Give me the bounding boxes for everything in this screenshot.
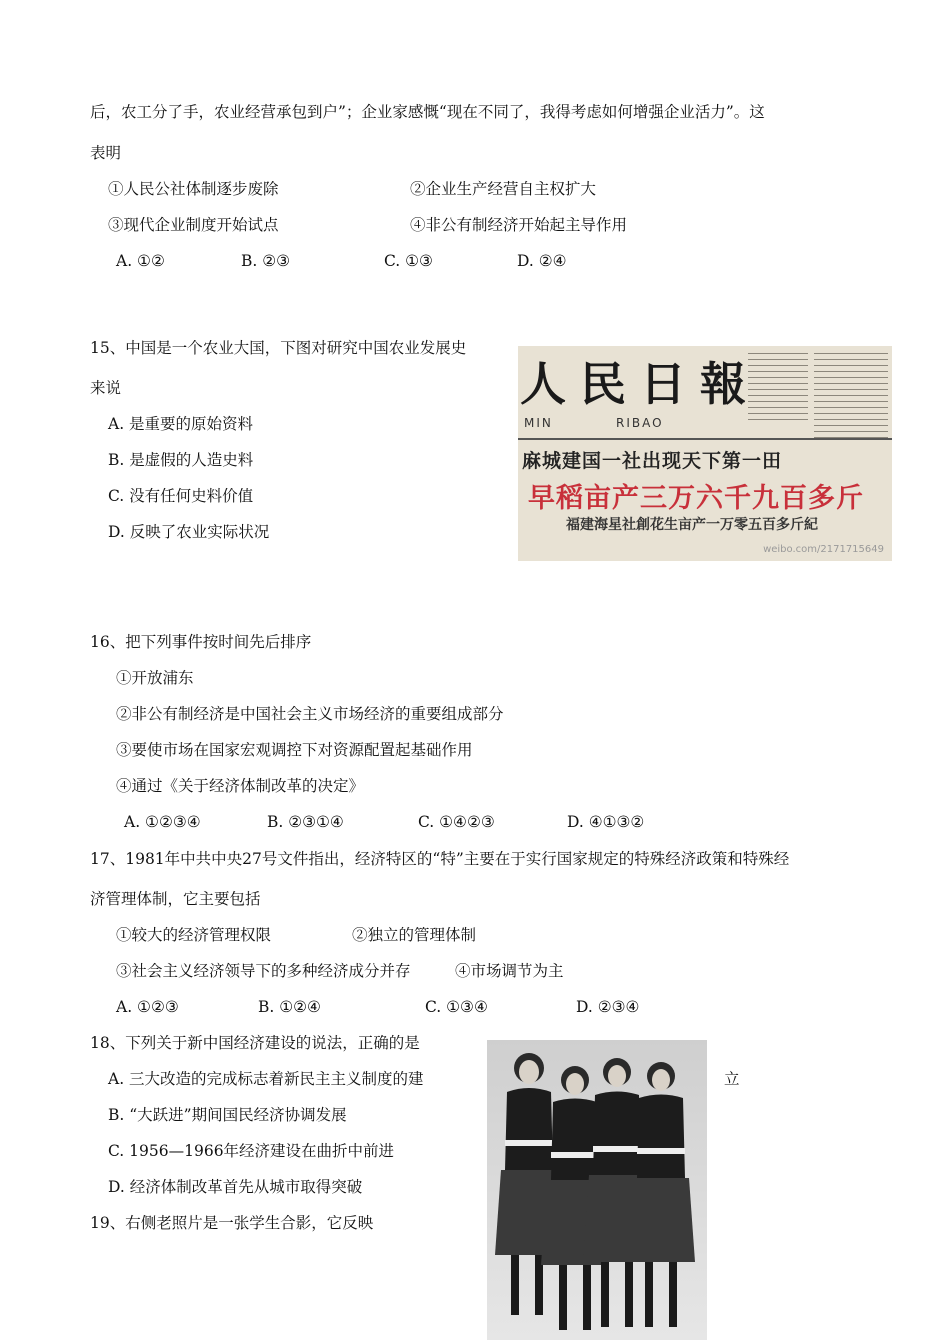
newspaper-romanized-2: RIBAO	[616, 416, 664, 430]
question-15-option-c: C. 没有任何史料价值	[108, 487, 254, 505]
question-18-option-a: A. 三大改造的完成标志着新民主主义制度的建	[108, 1070, 424, 1088]
question-16-option-b: B. ②③①④	[267, 813, 344, 831]
newspaper-masthead: 人民日報	[520, 357, 760, 411]
question-17-stem-line-1: 17、1981年中共中央27号文件指出，经济特区的“特”主要在于实行国家规定的特殊经济政策和特殊经	[90, 850, 790, 868]
question-14-option-a: A. ①②	[116, 252, 165, 270]
question-14-stem-line-2: 表明	[90, 144, 122, 162]
question-17-option-c: C. ①③④	[425, 998, 488, 1016]
newspaper-headline-2: 早稻亩产三万六千九百多斤	[528, 483, 864, 514]
question-16-option-a: A. ①②③④	[124, 813, 201, 831]
question-15-stem-line-2: 来说	[90, 379, 122, 397]
question-16-stem: 16、把下列事件按时间先后排序	[90, 633, 312, 651]
question-17-item-4: ④市场调节为主	[455, 962, 564, 980]
newspaper-clipping-image	[518, 346, 892, 561]
question-15-option-a: A. 是重要的原始资料	[108, 415, 254, 433]
question-17-item-3: ③社会主义经济领导下的多种经济成分并存	[116, 962, 411, 980]
question-18-option-c: C. 1956—1966年经济建设在曲折中前进	[108, 1142, 395, 1160]
question-14-option-c: C. ①③	[384, 252, 433, 270]
newspaper-headline-1: 麻城建国一社出现天下第一田	[522, 450, 783, 472]
question-17-stem-line-2: 济管理体制，它主要包括	[90, 890, 261, 908]
question-16-item-1: ①开放浦东	[116, 669, 194, 687]
question-14-item-1: ①人民公社体制逐步废除	[108, 180, 279, 198]
question-16-option-c: C. ①④②③	[418, 813, 495, 831]
question-17-option-b: B. ①②④	[258, 998, 321, 1016]
question-18-option-d: D. 经济体制改革首先从城市取得突破	[108, 1178, 363, 1196]
newspaper-headline-3: 福建海星社創花生亩产一万零五百多斤紀	[566, 517, 818, 533]
question-15-option-b: B. 是虚假的人造史料	[108, 451, 254, 469]
weibo-watermark: weibo.com/2171715649	[763, 544, 884, 555]
question-14-item-4: ④非公有制经济开始起主导作用	[410, 216, 628, 234]
question-15-option-d: D. 反映了农业实际状况	[108, 523, 270, 541]
question-16-option-d: D. ④①③②	[567, 813, 645, 831]
question-17-item-2: ②独立的管理体制	[352, 926, 477, 944]
question-14-option-b: B. ②③	[241, 252, 291, 270]
question-17-item-1: ①较大的经济管理权限	[116, 926, 272, 944]
question-14-option-d: D. ②④	[517, 252, 567, 270]
question-14-stem-line-1: 后，农工分了手，农业经营承包到户”；企业家感慨“现在不同了，我得考虑如何增强企业活力”。这	[90, 103, 765, 121]
question-15-stem-line-1: 15、中国是一个农业大国，下图对研究中国农业发展史	[90, 339, 467, 357]
question-18-option-b: B. “大跃进”期间国民经济协调发展	[108, 1106, 347, 1124]
question-16-item-2: ②非公有制经济是中国社会主义市场经济的重要组成部分	[116, 705, 504, 723]
question-16-item-4: ④通过《关于经济体制改革的决定》	[116, 777, 365, 795]
question-17-option-d: D. ②③④	[576, 998, 640, 1016]
question-18-option-a-tail: 立	[724, 1070, 740, 1088]
question-19-stem: 19、右侧老照片是一张学生合影，它反映	[90, 1214, 374, 1232]
student-group-photo	[487, 1040, 707, 1340]
question-14-item-2: ②企业生产经营自主权扩大	[410, 180, 597, 198]
question-14-item-3: ③现代企业制度开始试点	[108, 216, 279, 234]
question-18-stem: 18、下列关于新中国经济建设的说法，正确的是	[90, 1034, 420, 1052]
question-17-option-a: A. ①②③	[116, 998, 179, 1016]
newspaper-romanized-1: MIN	[524, 416, 553, 430]
question-16-item-3: ③要使市场在国家宏观调控下对资源配置起基础作用	[116, 741, 473, 759]
